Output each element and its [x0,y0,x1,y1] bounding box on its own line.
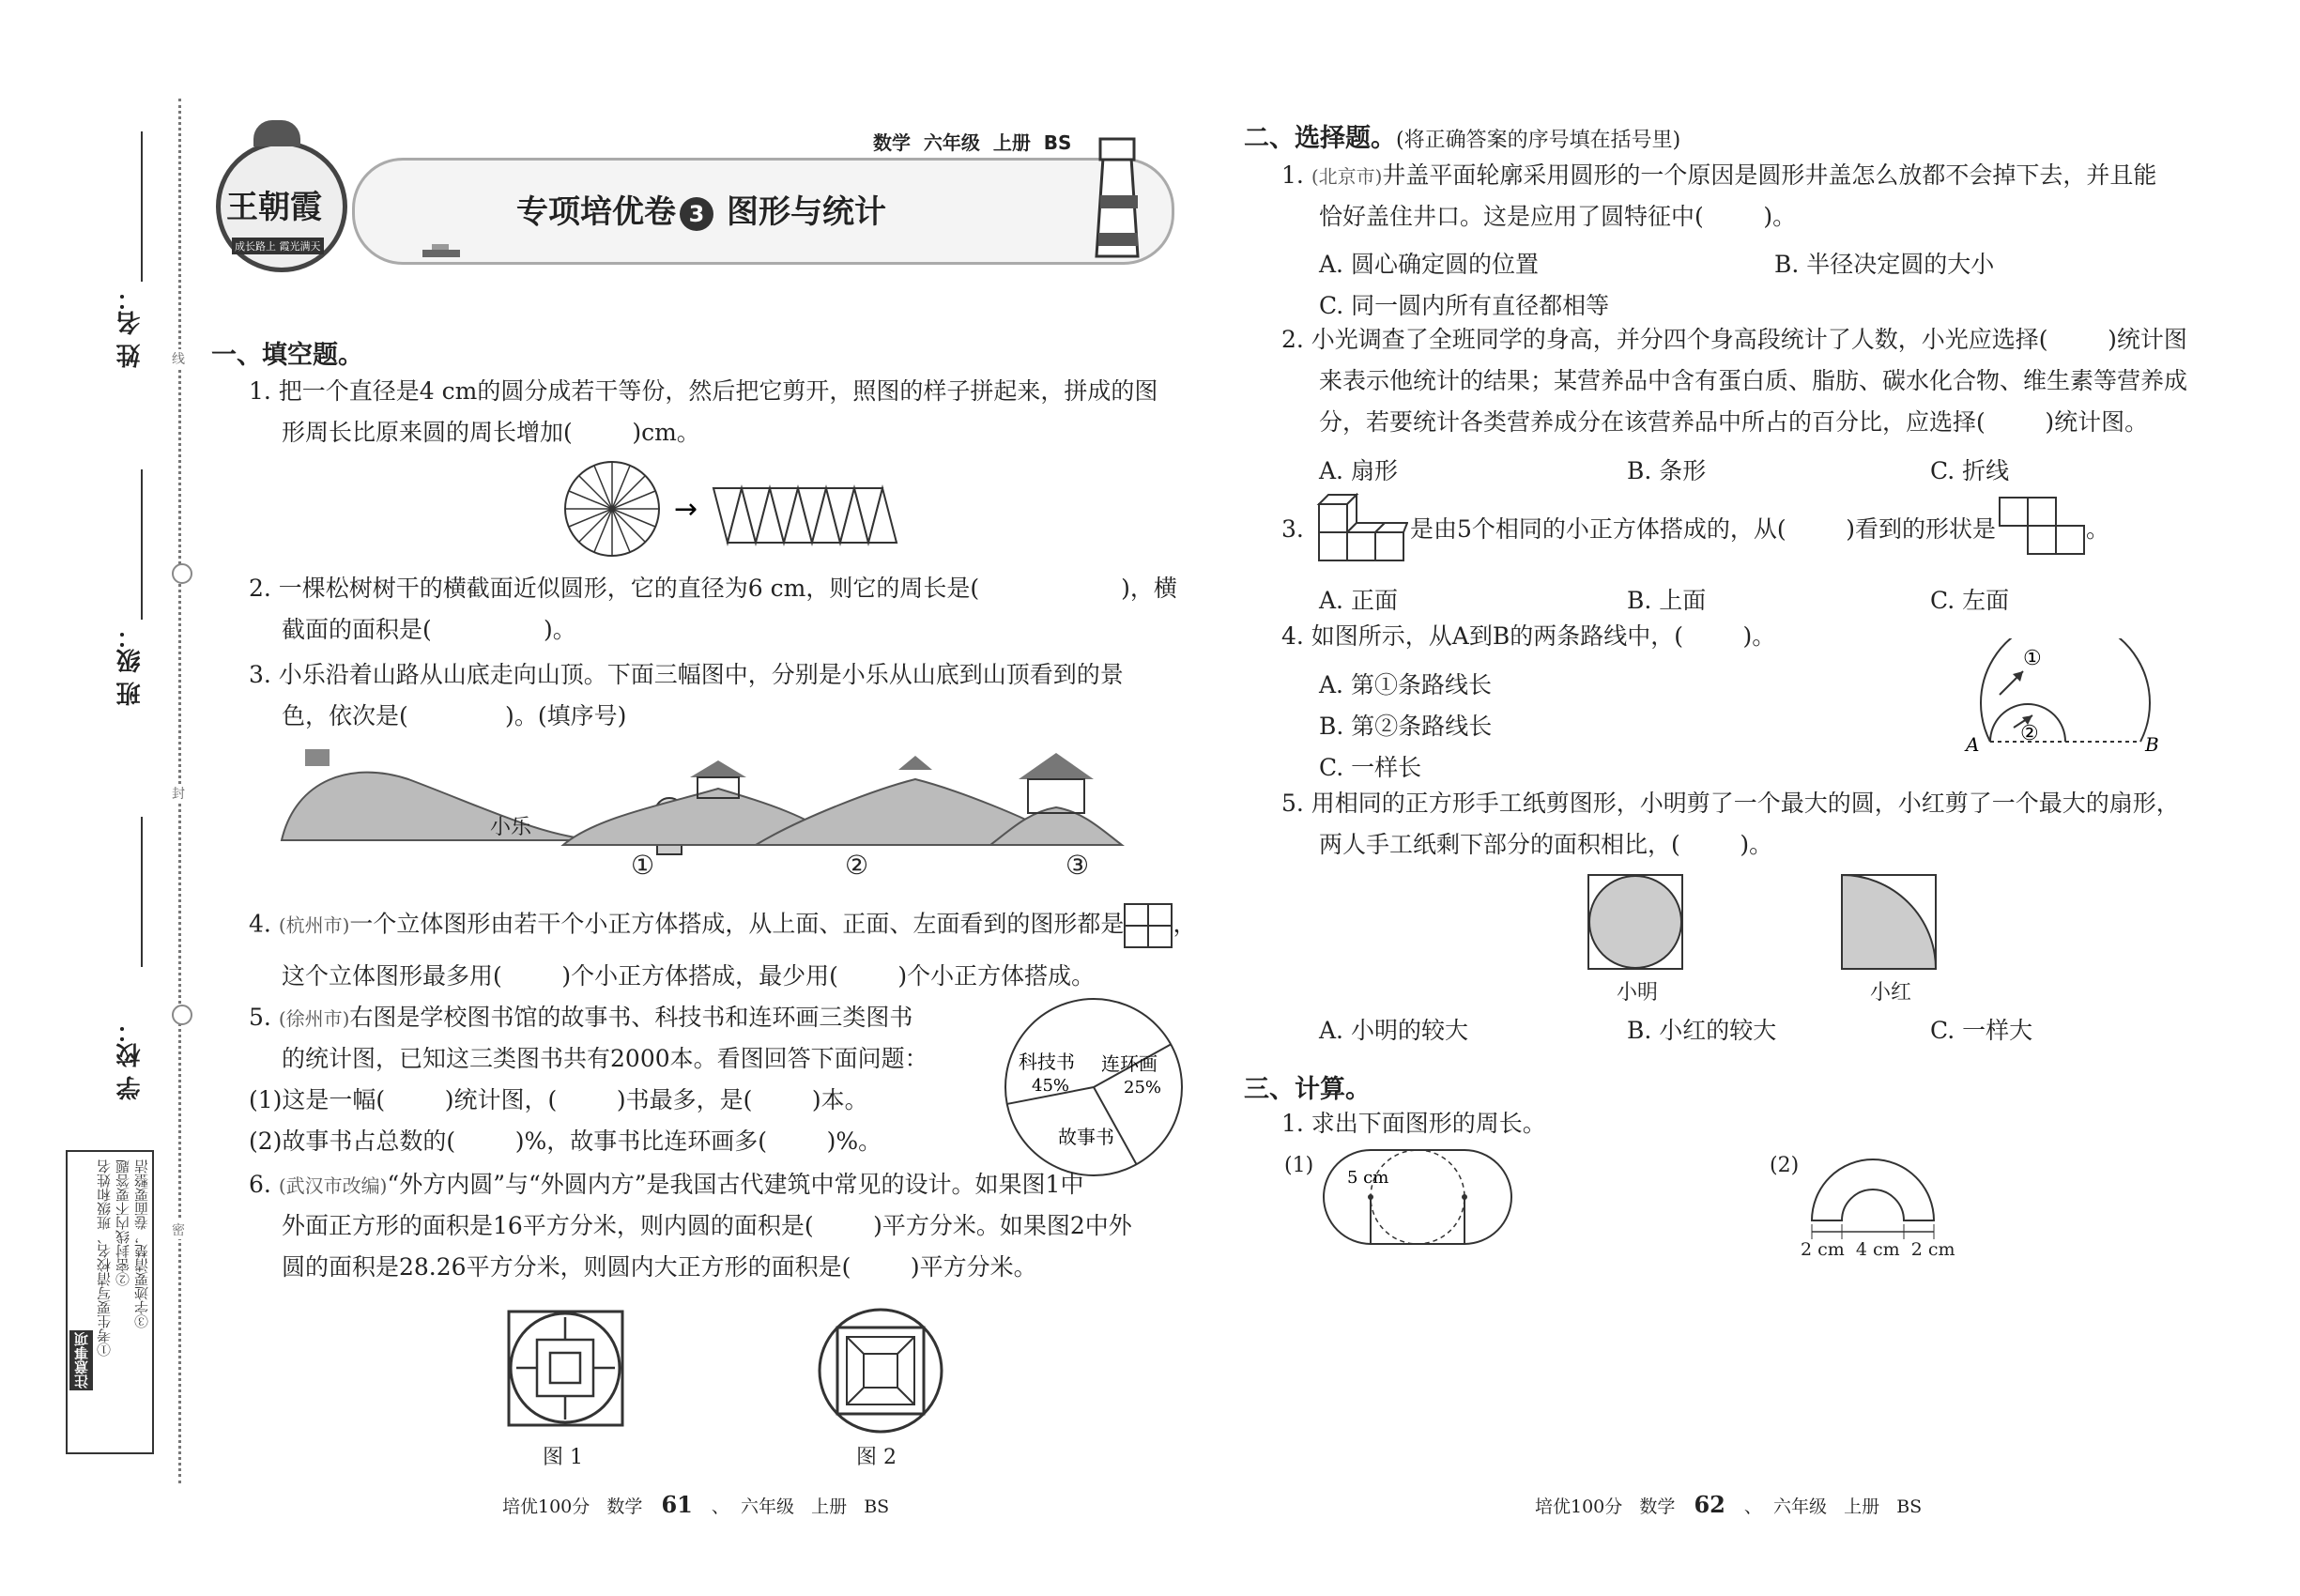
q3-label-3: ③ [1066,850,1090,881]
q2-line-b: 截面的面积是( )。 [282,616,576,643]
c5-option-c: C. 一样大 [1930,1017,2033,1044]
c1-line-a: 1. (北京市)井盖平面轮廓采用圆形的一个原因是圆形井盖怎么放都不会掉下去，并且能 [1281,161,2157,189]
name-line [141,131,143,282]
q6-fig2-caption: 图 2 [856,1446,897,1469]
svg-text:→: → [674,493,698,526]
q6-text-a: “外方内圆”与“外圆内方”是我国古代建筑中常见的设计。如果图1中 [387,1171,1084,1198]
c2-option-c: C. 折线 [1930,457,2010,484]
c3-option-c: C. 左面 [1930,587,2010,614]
q6-fig1-caption: 图 1 [543,1446,583,1469]
q6-figure-2 [817,1307,944,1435]
class-line [141,469,143,620]
q6-line-a: 6. (武汉市改编)“外方内圆”与“外圆内方”是我国古代建筑中常见的设计。如果图1中 [249,1171,1084,1198]
c3-end: 。 [2086,515,2110,543]
c5-option-a: A. 小明的较大 [1319,1017,1468,1044]
c2-option-b: B. 条形 [1627,457,1707,484]
c3-text: 是由5个相同的小正方体搭成的，从( )看到的形状是 [1410,515,1996,543]
title-topic: 图形与统计 [727,193,886,231]
q6-line-c: 圆的面积是28.26平方分米，则圆内大正方形的面积是( )平方分米。 [282,1253,1037,1281]
footer-right-post: 、 六年级 上册 BS [1743,1496,1923,1517]
title-number-badge: 3 [680,197,713,231]
c3-option-b: B. 上面 [1627,587,1707,614]
c4-route-figure [1953,638,2169,789]
page-number-62: 62 [1694,1491,1725,1518]
school-line [141,817,143,967]
c5-line-a: 5. 用相同的正方形手工纸剪图形，小明剪了一个最大的圆，小红剪了一个最大的扇形， [1281,790,2180,817]
q5-line-c: (1)这是一幅( )统计图，( )书最多，是( )本。 [249,1086,868,1113]
pie-label-keji: 科技书 [1019,1051,1075,1073]
logo-slogan: 成长路上 霞光满天 [232,238,324,254]
q3-scenery-figure [277,742,1178,892]
c5-xiaohong-figure [1840,873,1938,971]
footer-left [502,1491,889,1518]
k1-figure-1 [1319,1145,1516,1249]
c4-point-a: A [1966,733,1980,756]
ship-icon [422,244,460,259]
k1-part-1: (1) [1284,1154,1314,1177]
q6-tag: (武汉市改编) [278,1174,388,1197]
q3-person-label: 小乐 [490,816,532,839]
logo-name: 王朝霞 [226,189,322,226]
q1-circle-figure [563,460,1033,563]
logo-crown-icon [253,120,300,146]
q3-label-2: ② [845,850,869,881]
title-main: 专项培优卷 [516,193,676,231]
q6-line-b: 外面正方形的面积是16平方分米，则内圆的面积是( )平方分米。如果图2中外 [282,1212,1132,1239]
c5-xiaoming-figure [1587,873,1684,971]
pie-label-gushi: 故事书 [1058,1126,1114,1148]
k1-line: 1. 求出下面图形的周长。 [1281,1110,1546,1137]
seal-char-feng: 封 [172,784,185,803]
notice-box [66,1150,154,1454]
q4-tag: (杭州市) [278,913,350,937]
q5-text-a: 右图是学校图书馆的故事书、科技书和连环画三类图书 [349,1004,913,1031]
section-choice-note: (将正确答案的序号填在括号里) [1396,129,1681,152]
c2-line-c: 分，若要统计各类营养成分在该营养品中所占的百分比，应选择( )统计图。 [1319,408,2149,436]
q5-line-a: 5. (徐州市)右图是学校图书馆的故事书、科技书和连环画三类图书 [249,1004,913,1031]
pie-label-keji-pct: 45% [1032,1076,1070,1096]
page-title [516,186,886,232]
notice-item-1: ①考生要写清校名、班级和姓名 [96,1159,113,1357]
k1-part-2: (2) [1770,1154,1800,1177]
q3-line-b: 色，依次是( )。(填序号) [282,702,627,729]
q6-figure-1 [507,1310,624,1427]
c2-line-a: 2. 小光调查了全班同学的身高，并分四个身高段统计了人数，小光应选择( )统计图 [1281,326,2187,353]
c1-line-b: 恰好盖住井口。这是应用了圆特征中( )。 [1319,203,1797,230]
footer-left-post: 、 六年级 上册 BS [711,1496,890,1517]
c4-label-1: ① [2023,647,2042,670]
seal-mark-2 [172,1005,192,1025]
page-number-61: 61 [661,1491,693,1518]
footer-right [1535,1491,1922,1518]
q1-line-b: 形周长比原来圆的周长增加( )cm。 [282,419,700,446]
q5-pie-chart [1000,993,1188,1181]
notice-title: 注意事项 [69,1330,93,1390]
q5-line-b: 的统计图，已知这三类图书共有2000本。看图回答下面问题： [282,1045,928,1072]
section-fill-blank: 一、填空题。 [211,341,363,370]
c4-point-b: B [2145,733,2159,756]
q4-text-a: 一个立体图形由若干个小正方体搭成，从上面、正面、左面看到的图形都是 [349,910,1125,938]
c4-option-c: C. 一样长 [1319,754,1422,781]
pie-label-lianhuan-pct: 25% [1124,1078,1162,1097]
k1-length-label: 5 cm [1347,1168,1389,1188]
q3-label-1: ① [631,850,655,881]
c1-option-a: A. 圆心确定圆的位置 [1319,251,1539,278]
c4-option-b: B. 第②条路线长 [1319,713,1493,740]
k1-figure-2-dims: 2 cm 4 cm 2 cm [1801,1239,1955,1260]
c3-answer-shape [1998,496,2092,561]
c3-option-a: A. 正面 [1319,587,1398,614]
k1-figure-2 [1802,1155,1943,1239]
notice-item-3: ③字迹要清楚，卷面要整洁 [133,1159,150,1328]
section-choice-title: 二、选择题。 [1244,124,1396,153]
c3-cubes-figure [1310,493,1408,566]
seal-char-xian: 线 [172,349,185,368]
school-label: 学 校： [116,1019,145,1101]
name-label: 姓 名： [116,286,145,369]
c5-xiaohong-caption: 小红 [1870,981,1912,1005]
logo-badge [216,141,347,272]
c4-option-a: A. 第①条路线长 [1319,671,1492,698]
c1-option-c: C. 同一圆内所有直径都相等 [1319,292,1610,319]
footer-left-pre: 培优100分 数学 [502,1496,643,1517]
q5-line-d: (2)故事书占总数的( )%，故事书比连环画多( )%。 [249,1128,882,1155]
c5-line-b: 两人手工纸剩下部分的面积相比，( )。 [1319,831,1773,858]
c1-text-a: 井盖平面轮廓采用圆形的一个原因是圆形井盖怎么放都不会掉下去，并且能 [1382,161,2157,189]
q4-line-b: 这个立体图形最多用( )个小正方体搭成，最少用( )个小正方体搭成。 [282,962,1096,990]
seal-mark-1 [172,563,192,584]
section-calculation: 三、计算。 [1244,1075,1371,1104]
c5-option-b: B. 小红的较大 [1627,1017,1777,1044]
notice-item-2: ②密封线内不要答题 [115,1159,131,1286]
c1-tag: (北京市) [1311,165,1383,188]
c5-xiaoming-caption: 小明 [1617,981,1659,1005]
footer-right-pre: 培优100分 数学 [1535,1496,1676,1517]
pie-label-lianhuan: 连环画 [1101,1052,1158,1075]
c4-label-2: ② [2020,722,2039,745]
c4-line: 4. 如图所示，从A到B的两条路线中，( )。 [1281,622,1776,650]
q1-line-a: 1. 把一个直径是4 cm的圆分成若干等份，然后把它剪开，照图的样子拼起来，拼成的图 [249,377,1158,405]
lighthouse-icon [1080,130,1155,261]
q4-text-end: ， [1173,910,1197,938]
subject-tags: 数学 六年级 上册 BS [873,131,1072,154]
c1-option-b: B. 半径决定圆的大小 [1774,251,1995,278]
q4-line-a: 4. (杭州市)一个立体图形由若干个小正方体搭成，从上面、正面、左面看到的图形都是 ， [249,903,1196,948]
c3-pre: 3. [1281,515,1304,543]
section-choice [1244,117,1680,154]
q3-line-a: 3. 小乐沿着山路从山底走向山顶。下面三幅图中，分别是小乐从山底到山顶看到的景 [249,661,1124,688]
class-label: 班 级： [116,624,145,707]
q2-line-a: 2. 一棵松树树干的横截面近似圆形，它的直径为6 cm，则它的周长是( )，横 [249,575,1177,602]
q5-tag: (徐州市) [278,1007,350,1030]
c2-option-a: A. 扇形 [1319,457,1398,484]
seal-char-mi: 密 [172,1220,185,1239]
q4-grid-icon [1124,903,1173,948]
c2-line-b: 来表示他统计的结果；某营养品中含有蛋白质、脂肪、碳水化合物、维生素等营养成 [1319,367,2188,394]
